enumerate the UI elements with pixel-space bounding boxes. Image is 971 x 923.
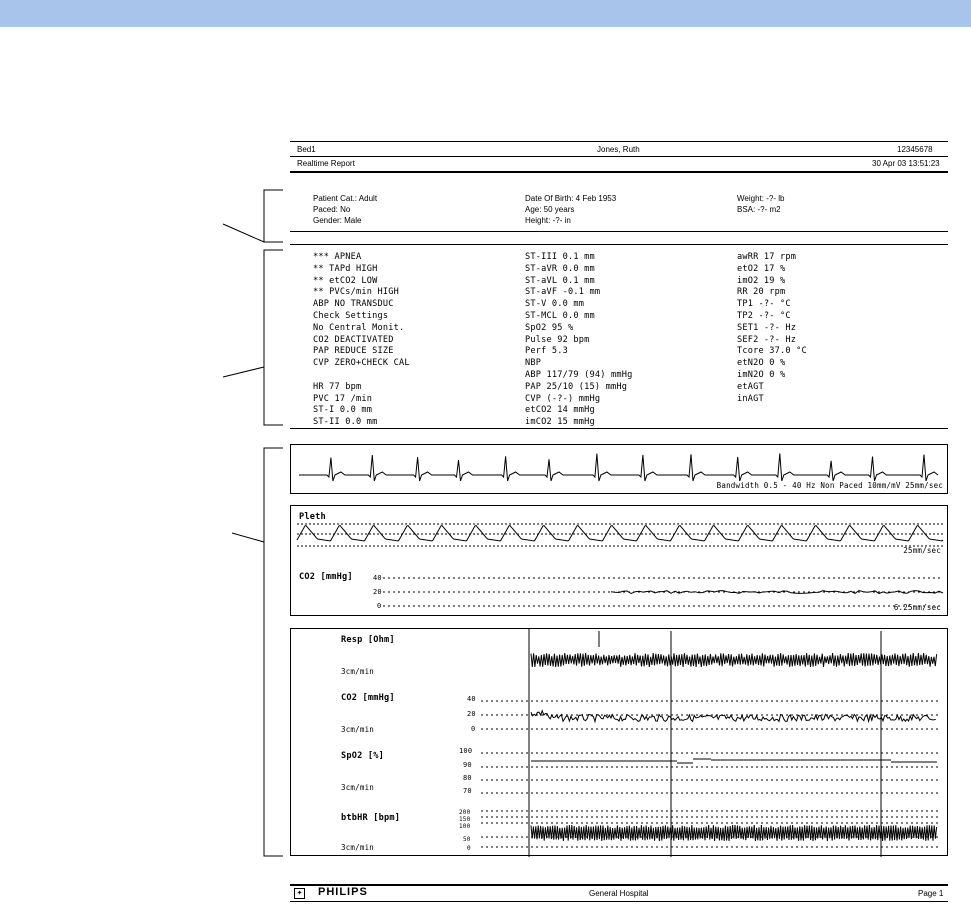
alarm-line: [313, 370, 410, 382]
alarm-line: ** PVCs/min HIGH: [313, 287, 399, 298]
vital-line: ST-aVL 0.1 mm: [525, 275, 595, 286]
vitals-column-2: [525, 252, 632, 429]
vital-line: Pulse 92 bpm: [525, 334, 590, 345]
paced-status: Paced: No: [313, 205, 351, 214]
vital-line: SET1 -?- Hz: [737, 322, 797, 333]
weight: Weight: -?- lb: [737, 194, 785, 203]
vital-line: inAGT: [737, 393, 764, 404]
vital-line: TP1 -?- °C: [737, 299, 791, 310]
vital-line: HR 77 bpm: [313, 381, 362, 392]
co2-speed: 6.25mm/sec: [893, 603, 941, 612]
trend-tick: 100: [459, 747, 473, 755]
vital-line: ST-MCL 0.0 mm: [525, 310, 595, 321]
trend-tick: 80: [463, 774, 472, 782]
vital-line: ABP 117/79 (94) mmHg: [525, 369, 633, 380]
vital-line: Tcore 37.0 °C: [737, 346, 807, 357]
report-title: Realtime Report: [297, 159, 355, 168]
hospital-name: General Hospital: [589, 889, 649, 898]
vital-line: PVC 17 /min: [313, 393, 373, 404]
trend-tick: 0: [467, 845, 471, 852]
trend-tick: 200: [459, 809, 471, 816]
trend-tick: 0: [471, 725, 476, 733]
vital-line: NBP: [525, 358, 542, 369]
vital-line: SEF2 -?- Hz: [737, 334, 797, 345]
pleth-co2-waves: [291, 506, 949, 617]
vital-line: CVP (-?-) mmHg: [525, 393, 601, 404]
alarm-line: Check Settings: [313, 310, 389, 321]
philips-shield-icon: ✦: [294, 888, 305, 899]
trend-tick: 150: [459, 816, 471, 823]
page-number: Page 1: [918, 889, 944, 898]
alarm-line: CVP ZERO+CHECK CAL: [313, 358, 410, 369]
vital-line: imO2 19 %: [737, 275, 786, 286]
trend-speed: 3cm/min: [341, 783, 375, 792]
trend-speed: 3cm/min: [341, 843, 375, 852]
height: Height: -?- in: [525, 216, 571, 225]
vital-line: imN2O 0 %: [737, 369, 786, 380]
trend-tick: 100: [459, 823, 471, 830]
vital-line: RR 20 rpm: [737, 287, 786, 298]
patient-category: Patient Cat.: Adult: [313, 194, 378, 203]
trend-tick: 40: [467, 695, 476, 703]
vital-line: etCO2 14 mmHg: [525, 405, 595, 416]
bsa: BSA: -?- m2: [737, 205, 781, 214]
ecg-strip: [290, 444, 948, 494]
trend-label-spo2: SpO2 [%]: [341, 751, 384, 761]
vitals-column-3: [737, 252, 807, 405]
trend-label-btbhr: btbHR [bpm]: [341, 813, 401, 823]
alarm-line: CO2 DEACTIVATED: [313, 334, 394, 345]
alarm-list: [313, 252, 410, 429]
alarm-line: ** TAPd HIGH: [313, 263, 378, 274]
trend-label-resp: Resp [Ohm]: [341, 635, 395, 645]
gender: Gender: Male: [313, 216, 362, 225]
trend-tick: 50: [463, 836, 471, 843]
trend-label-co2: CO2 [mmHg]: [341, 693, 395, 703]
date-of-birth: Date Of Birth: 4 Feb 1953: [525, 194, 617, 203]
co2-tick: 20: [373, 588, 382, 596]
vital-line: imCO2 15 mmHg: [525, 417, 595, 428]
vital-line: SpO2 95 %: [525, 322, 574, 333]
vital-line: etAGT: [737, 381, 764, 392]
trend-tick: 20: [467, 710, 476, 718]
bed-label: Bed1: [297, 145, 316, 154]
co2-tick: 0: [377, 602, 382, 610]
vital-line: TP2 -?- °C: [737, 310, 791, 321]
pleth-co2-panel: [290, 505, 948, 616]
age: Age: 50 years: [525, 205, 575, 214]
vital-line: ST-V 0.0 mm: [525, 299, 585, 310]
alarm-line: ABP NO TRANSDUC: [313, 299, 394, 310]
vital-line: ST-aVF -0.1 mm: [525, 287, 601, 298]
trend-tick: 70: [463, 787, 472, 795]
pleth-label: Pleth: [299, 512, 326, 522]
pleth-speed: 25mm/sec: [903, 546, 941, 555]
vital-line: ST-III 0.1 mm: [525, 252, 595, 262]
ecg-caption: Bandwidth 0.5 - 40 Hz Non Paced 10mm/mV 25mm/sec: [716, 481, 943, 490]
vital-line: etN2O 0 %: [737, 358, 786, 369]
trends-panel: [290, 628, 948, 856]
alarm-line: ** etCO2 LOW: [313, 275, 378, 286]
alarm-line: No Central Monit.: [313, 322, 405, 333]
vital-line: Perf 5.3: [525, 346, 568, 357]
vital-line: ST-II 0.0 mm: [313, 417, 378, 428]
vital-line: ST-I 0.0 mm: [313, 405, 373, 416]
trend-speed: 3cm/min: [341, 725, 375, 734]
co2-label: CO2 [mmHg]: [299, 572, 353, 582]
vital-line: etO2 17 %: [737, 263, 786, 274]
patient-name: Jones, Ruth: [597, 145, 640, 154]
trend-speed: 3cm/min: [341, 667, 375, 676]
brand-logo: PHILIPS: [318, 886, 368, 898]
report-datetime: 30 Apr 03 13:51:23: [872, 159, 940, 168]
vital-line: awRR 17 rpm: [737, 252, 797, 262]
co2-tick: 40: [373, 574, 382, 582]
patient-id: 12345678: [897, 145, 933, 154]
alarm-line: *** APNEA: [313, 252, 362, 262]
trend-tick: 90: [463, 761, 472, 769]
alarm-line: PAP REDUCE SIZE: [313, 346, 394, 357]
vital-line: PAP 25/10 (15) mmHg: [525, 381, 628, 392]
vital-line: ST-aVR 0.0 mm: [525, 263, 595, 274]
